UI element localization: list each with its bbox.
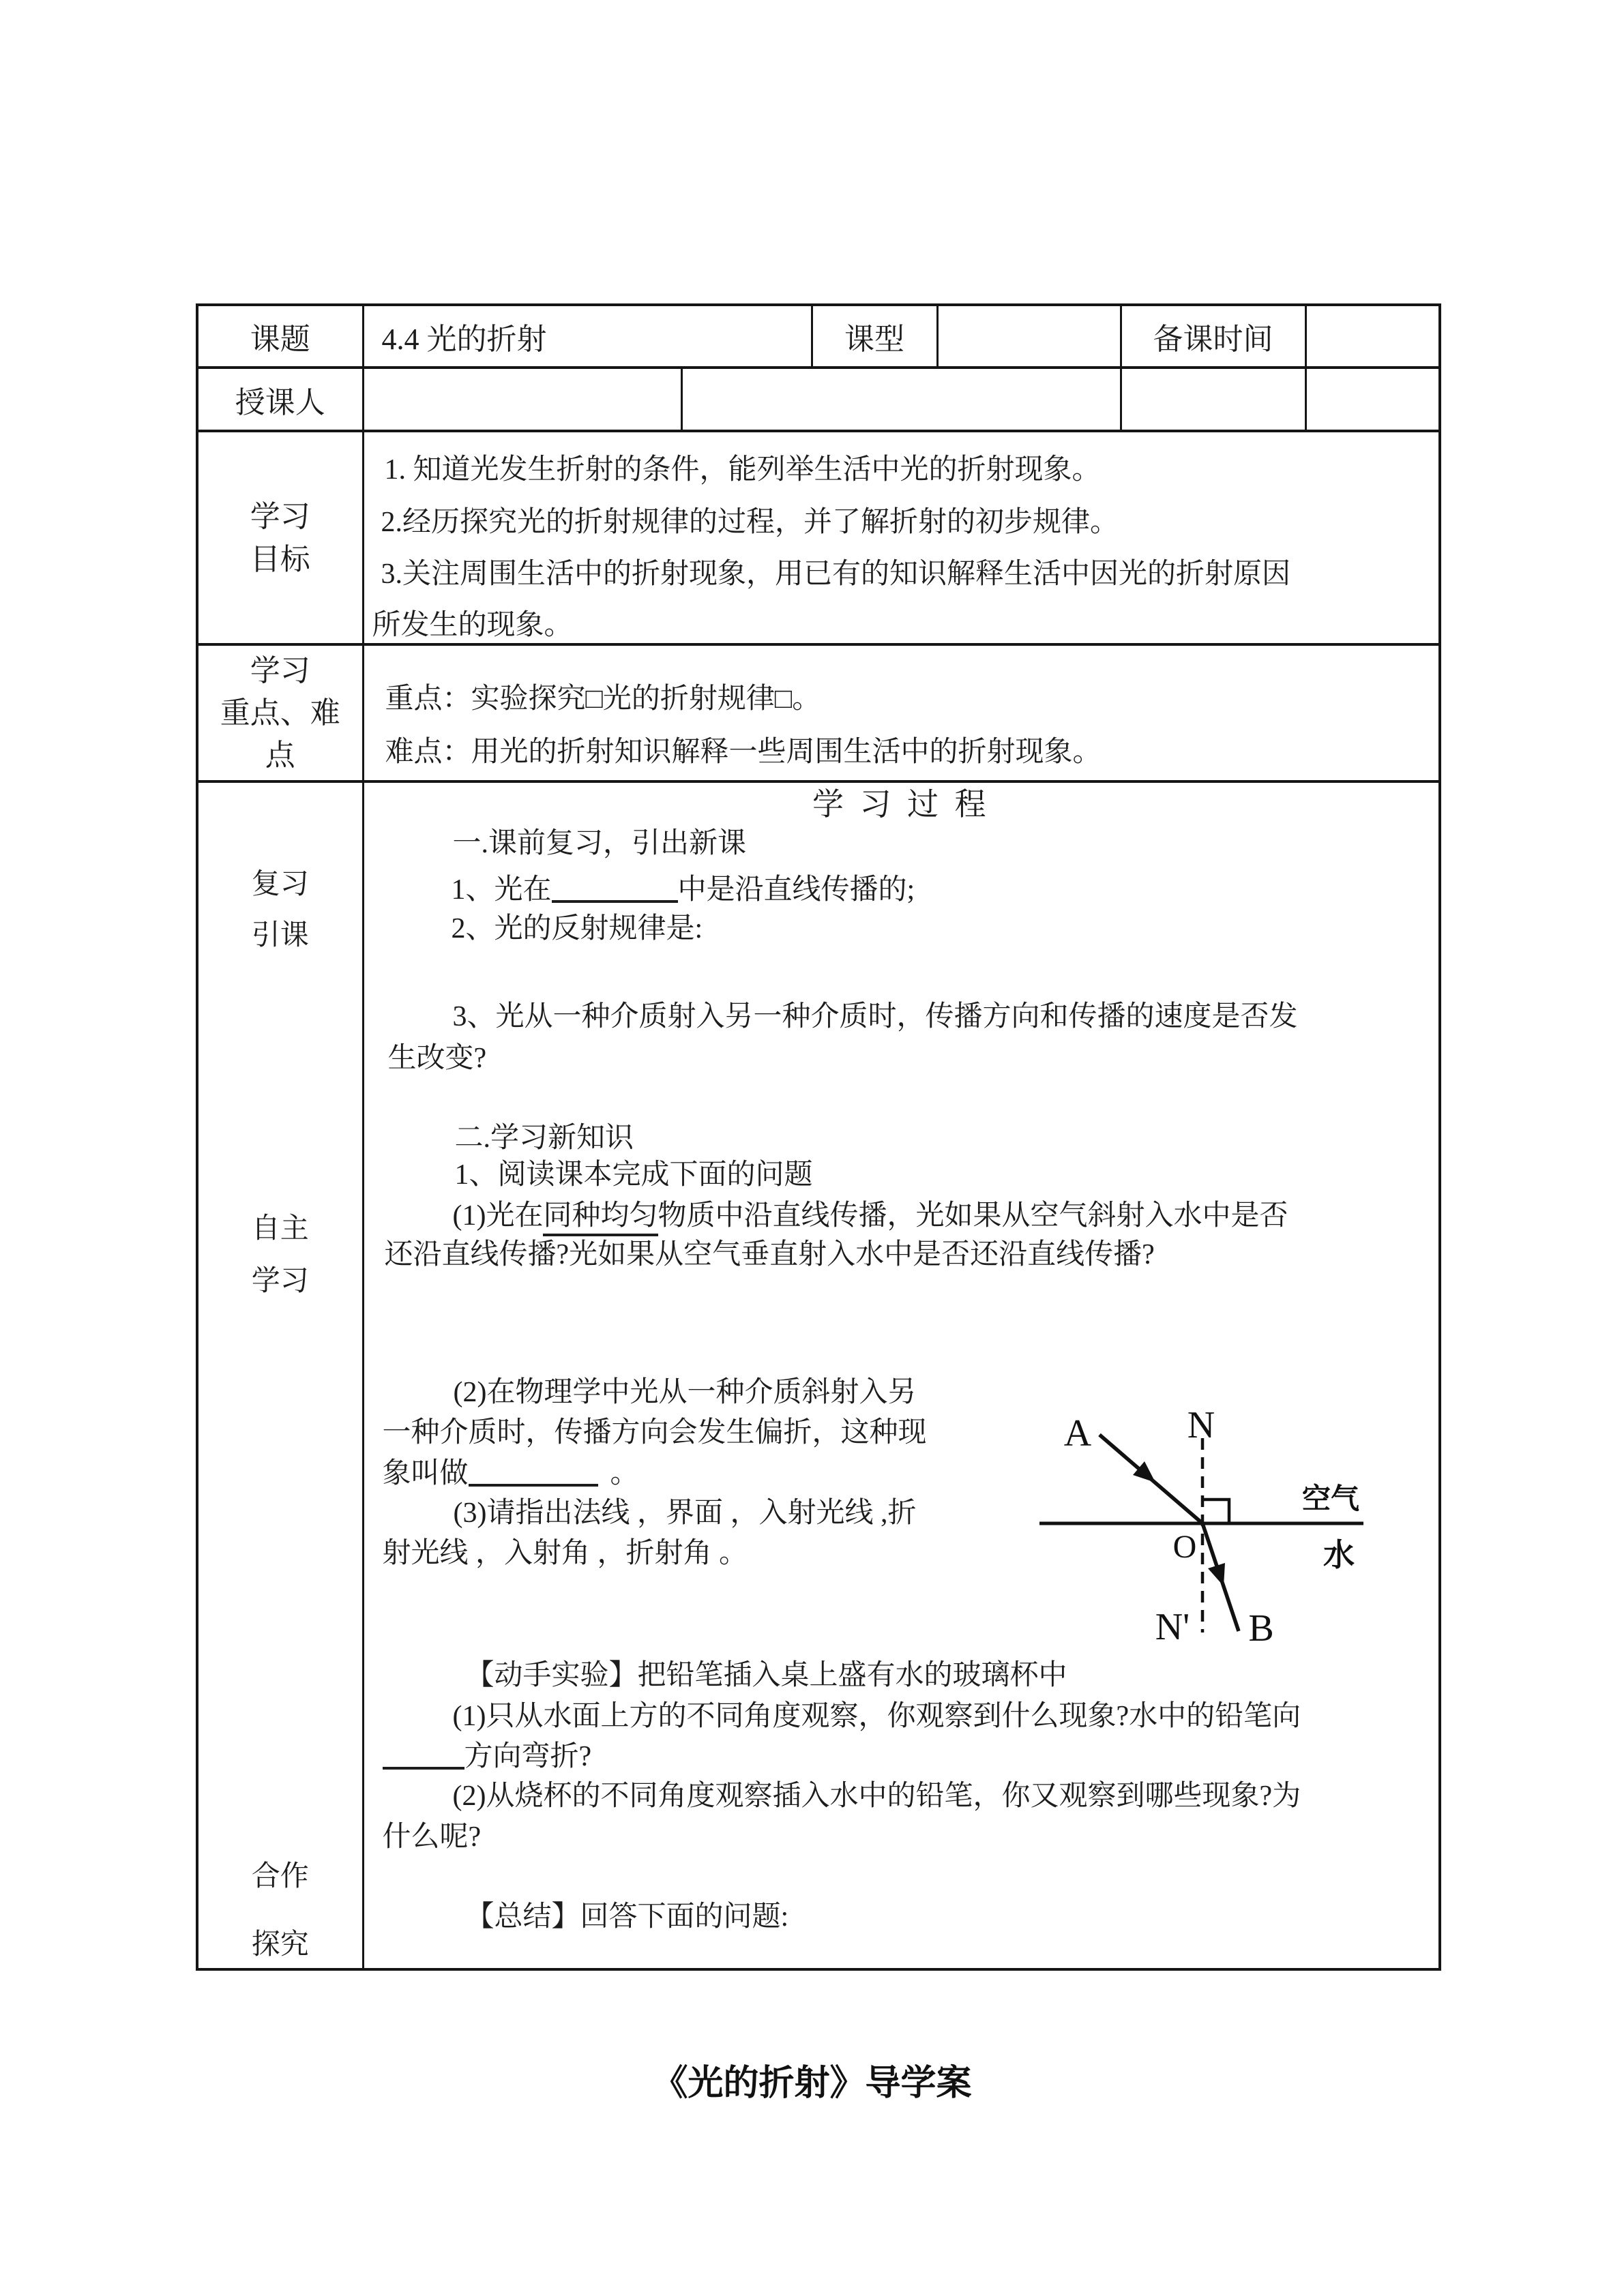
prep-time-value-cell	[1305, 305, 1440, 368]
objective-line: 1. 知道光发生折射的条件，能列举生活中光的折射现象。	[384, 454, 1101, 486]
side-label-review: 复习	[251, 869, 309, 900]
fill-in-blank	[469, 1466, 598, 1487]
topic-value: 4.4 光的折射	[381, 323, 547, 356]
side-label-cooperate: 合作	[251, 1861, 309, 1892]
process-side-labels	[197, 781, 363, 1969]
question-line: 2、光的反射规律是:	[451, 913, 703, 944]
question-line: 方向弯折?	[383, 1739, 592, 1774]
label-O: O	[1172, 1529, 1196, 1565]
course-type-value-cell	[937, 305, 1121, 368]
question-line: (3)请指出法线 ，界面 ，入射光线 ,折	[453, 1497, 917, 1529]
table-row	[197, 368, 1440, 431]
teacher-label: 授课人	[197, 368, 363, 431]
question-line: 一种介质时，传播方向会发生偏折，这种现	[382, 1417, 927, 1448]
underlined-term: 同种均匀	[543, 1200, 658, 1236]
lesson-plan-table	[196, 303, 1441, 1971]
label-B: B	[1247, 1607, 1274, 1646]
empty-cell	[1121, 368, 1305, 431]
teacher-value-cell	[363, 368, 681, 431]
table-row	[197, 431, 1440, 644]
label-N: N	[1187, 1404, 1215, 1446]
topic-label: 课题	[197, 305, 363, 368]
label-water: 水	[1323, 1537, 1355, 1572]
objectives-content	[363, 431, 1440, 644]
question-line: (2)在物理学中光从一种介质斜射入另	[453, 1377, 917, 1408]
fill-in-blank	[552, 882, 678, 903]
side-label-self-study: 学习	[251, 1266, 309, 1297]
side-label-self-study: 自主	[251, 1213, 309, 1244]
review-heading: 一.课前复习，引出新课	[452, 828, 747, 859]
side-label-cooperate: 探究	[251, 1929, 309, 1960]
refracted-ray-arrowhead	[1208, 1563, 1225, 1586]
objective-line: 3.关注周围生活中的折射现象，用已有的知识解释生活中因光的折射原因	[381, 558, 1291, 590]
right-angle-mark	[1202, 1500, 1229, 1523]
new-knowledge-heading: 二.学习新知识	[454, 1122, 634, 1154]
process-title: 学 习 过 程	[812, 787, 990, 822]
label-A: A	[1063, 1412, 1091, 1455]
topic-value-cell	[363, 305, 812, 368]
empty-cell	[1305, 368, 1440, 431]
experiment-heading: 【动手实验】把铅笔插入桌上盛有水的玻璃杯中	[465, 1660, 1067, 1691]
table-row	[197, 305, 1440, 368]
question-line: 生改变?	[387, 1043, 487, 1074]
refraction-diagram	[1019, 1401, 1381, 1646]
label-air: 空气	[1301, 1482, 1359, 1515]
question-line: (1)光在同种均匀物质中沿直线传播，光如果从空气斜射入水中是否	[453, 1198, 1288, 1234]
objective-line: 所发生的现象。	[372, 610, 573, 641]
prep-time-label: 备课时间	[1121, 305, 1305, 368]
difficult-point-line: 难点：用光的折射知识解释一些周围生活中的折射现象。	[385, 736, 1102, 768]
key-point-line: 重点：实验探究□光的折射规律□。	[385, 683, 821, 715]
focus-content	[363, 644, 1440, 781]
question-line: 还沿直线传播?光如果从空气垂直射入水中是否还沿直线传播?	[384, 1239, 1155, 1270]
question-line: 3、光从一种介质射入另一种介质时，传播方向和传播的速度是否发	[452, 1001, 1298, 1032]
process-content	[363, 781, 1440, 1969]
table-row	[197, 781, 1440, 1969]
question-line: 什么呢?	[382, 1821, 482, 1853]
objectives-label: 学习 目标	[197, 431, 363, 644]
question-line: 象叫做 。	[382, 1458, 639, 1489]
objective-line: 2.经历探究光的折射规律的过程，并了解折射的初步规律。	[381, 507, 1119, 538]
side-label-review: 引课	[251, 920, 309, 951]
summary-heading: 【总结】回答下面的问题:	[465, 1901, 789, 1933]
question-line: 1、光在 中是沿直线传播的;	[451, 874, 915, 906]
label-N-prime: N'	[1155, 1606, 1190, 1646]
document-title: 《光的折射》导学案	[652, 2063, 972, 2103]
focus-label: 学习 重点、难 点	[197, 644, 363, 781]
question-line: 射光线 ，入射角 ，折射角 。	[382, 1538, 748, 1569]
read-prompt: 1、阅读课本完成下面的问题	[454, 1159, 813, 1191]
question-line: (1)只从水面上方的不同角度观察，你观察到什么现象?水中的铅笔向	[452, 1701, 1301, 1732]
table-row	[197, 644, 1440, 781]
question-line: (2)从烧杯的不同角度观察插入水中的铅笔，你又观察到哪些现象?为	[452, 1780, 1301, 1812]
fill-in-blank	[383, 1749, 464, 1770]
empty-cell	[681, 368, 1121, 431]
course-type-label: 课型	[812, 305, 937, 368]
